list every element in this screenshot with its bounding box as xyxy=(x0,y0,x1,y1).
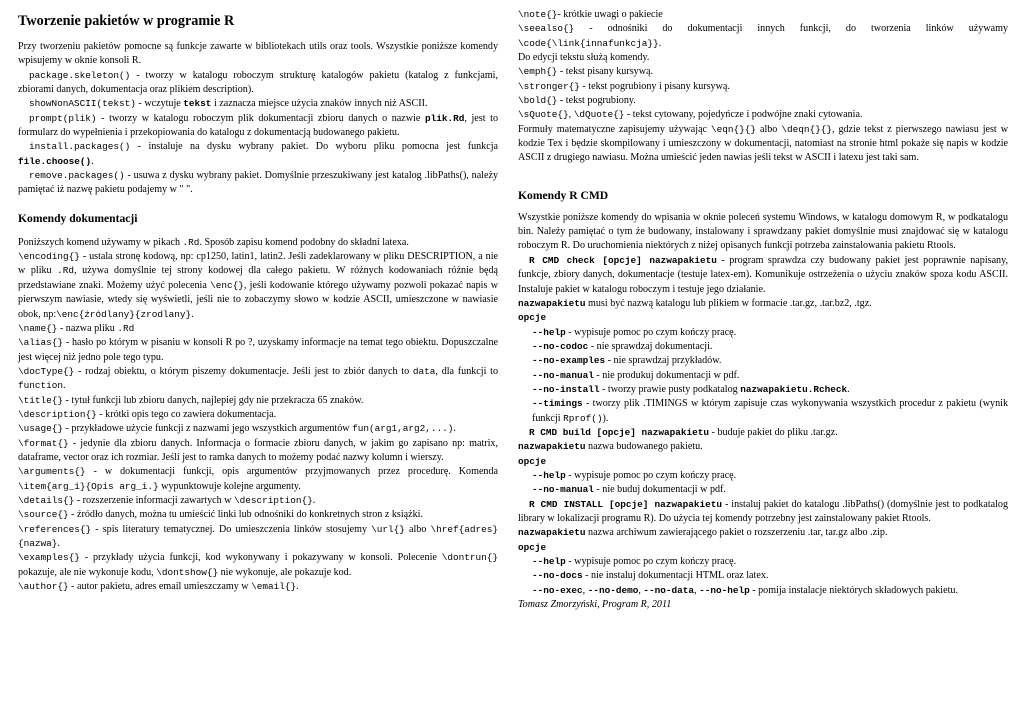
doc-format: \format{} - jedynie dla zbioru danych. Informacja o formacie zbioru danych, w jakim go zapisano np: matrix, dataframe, vector oraz ich rozmiar. Jeśli jest to ramka danych to możemy podać nazwy kolumn i wierszy. xyxy=(18,437,498,463)
opt-install-nodocs: --no-docs - nie instaluj dokumentacji HTML oraz latex. xyxy=(532,570,769,582)
doc-encoding: \encoding{} - ustala stronę kodową, np: cp1250, latin1, latin2. Jeśli zadeklarowany w pliku DESCRIPTION, a nie w pliku .Rd, używa domyślnie tej strony kodowej dla całego pakietu. W różnych kodowaniach różnie będą przedstawiane znaki. Możemy użyć polecenia \enc{}, jeśli kodowanie którego używamy pozwoli pokazać napis w pierwszym nawiasie, wtedy się wyświetli, jeśli nie to zobaczymy słowo w kodzie ASCII, umieszczone w nawiasie obok, np:\enc{źródlany}{zrodlany}. xyxy=(18,251,498,320)
doc-references: \references{} - spis literatury tematycznej. Do umieszczenia linków stosujemy \url{} albo \href{adres}{nazwa}. xyxy=(18,523,498,549)
pkg-item-shownonascii: showNonASCII(tekst) - wczytuje tekst i zaznacza miejsce użycia znaków innych niż ASCII. xyxy=(29,98,428,110)
opt-check-nomanual: --no-manual - nie produkuj dokumentacji w pdf. xyxy=(532,369,740,381)
doc-doctype: \docType{} - rodzaj obiektu, o którym piszemy dokumentacje. Jeśli jest to zbiór danych to data, dla funkcji to function. xyxy=(18,365,498,392)
doc-examples: \examples{} - przykłady użycia funkcji, kod wykonywany i pokazywany w konsoli. Polecenie \dontrun{} pokazuje, ale nie wykonuje kodu, \dontshow{} nie wykonuje, ale pokazuje kod. xyxy=(18,552,498,578)
doc-formulas: Formuły matematyczne zapisujemy używając \eqn{}{} albo \deqn{}{}, gdzie tekst z pierwszego nawiasu jest w kodzie Tex i będzie skompilowany i umieszczony w dokumentacji, natomiast na stronie html pokaże się napis w kodzie ASCII z drugiego nawiasu. Można umieścić jeden nawias jeśli tekst w ASCII i latexu jest taki sam. xyxy=(518,123,1008,164)
cmd-build: R CMD build [opcje] nazwapakietu - buduje pakiet do pliku .tar.gz. xyxy=(529,426,838,438)
cmd-check-opcje-label: opcje xyxy=(518,312,547,324)
doc-description: \description{} - krótki opis tego co zawiera dokumentacja. xyxy=(18,408,277,420)
doc-stronger: \stronger{} - tekst pogrubiony i pisany kursywą. xyxy=(518,80,730,92)
opt-build-help: --help - wypisuje pomoc po czym kończy pracę. xyxy=(532,469,737,481)
pkg-item-install: install.packages() - instaluje na dysku wybrany pakiet. Do wyboru pliku pomocna jest funkcja file.choose(). xyxy=(18,141,498,167)
doc-author: \author{} - autor pakietu, adres email umieszczamy w \email{}. xyxy=(18,581,299,593)
opt-check-noinstall: --no-install - tworzy prawie pusty podkatalog nazwapakietu.Rcheck. xyxy=(532,383,850,395)
cmd-intro: Wszystkie poniższe komendy do wpisania w oknie poleceń systemu Windows, w katalogu domowym R, w podkatalogu bin. Należy pamiętać o tym że budowany, instalowany i sprawdzany pakiet domyślnie musi znajdować się w katalogu roboczym R. Do uruchomienia niektórych z niżej opisanych funkcji potrzeba zainstalowania pakietu Rtools. xyxy=(518,211,1008,252)
doc-note: \note{}- krótkie uwagi o pakiecie xyxy=(518,9,663,20)
document-title: Tworzenie pakietów w programie R xyxy=(18,13,235,29)
doc-bold: \bold{} - tekst pogrubiony. xyxy=(518,95,636,107)
doc-source: \source{} - źródło danych, można tu umieścić linki lub odnośniki do konkretnych stron z książki. xyxy=(18,509,423,521)
doc-arguments: \arguments{} - w dokumentacji funkcji, opis argumentów przyjmowanych przez procedurę. Komenda \item{arg_i}{Opis arg_i.} wypunktowuje kolejne argumenty. xyxy=(18,466,498,492)
opt-install-help: --help - wypisuje pomoc po czym kończy pracę. xyxy=(532,556,737,568)
right-column xyxy=(518,8,1008,612)
opt-check-timings: --timings - tworzy plik .TIMINGS w którym zapisuje czas wykonywania wszystkich procedur z pakietu (wynik funkcji Rprof()). xyxy=(532,398,1008,424)
edit-intro: Do edycji tekstu służą komendy. xyxy=(518,52,650,64)
cmd-install-opcje-label: opcje xyxy=(518,541,547,553)
doc-title: \title{} - tytuł funkcji lub zbioru danych, najlepiej gdy nie przekracza 65 znaków. xyxy=(18,394,364,406)
left-column xyxy=(18,8,498,594)
intro-paragraph: Przy tworzeniu pakietów pomocne są funkcje zawarte w bibliotekach utils oraz tools. Wszystkie poniższe komendy wpisujemy w oknie konsoli R. xyxy=(18,41,498,67)
doc-seealso: \seealso{} - odnośniki do dokumentacji innych funkcji, do tworzenia linków używamy \code{\link{innafunkcja}}. xyxy=(518,23,1008,49)
opt-build-nomanual: --no-manual - nie buduj dokumentacji w pdf. xyxy=(532,484,726,496)
pkg-item-remove: remove.packages() - usuwa z dysku wybrany pakiet. Domyślnie przeszukiwany jest katalog .libPaths(), należy pamiętać iż nazwę pakietu podajemy w " ". xyxy=(18,170,498,196)
doc-squote: \sQuote{}, \dQuote{} - tekst cytowany, pojedyńcze i podwójne znaki cytowania. xyxy=(518,109,863,121)
opt-check-help: --help - wypisuje pomoc po czym kończy pracę. xyxy=(532,326,737,338)
doc-intro: Poniższych komend używamy w pikach .Rd. Sposób zapisu komend podobny do składni latexa. xyxy=(18,236,409,248)
author-line: Tomasz Zmorzyński, Program R, 2011 xyxy=(518,599,672,611)
cmd-build-opcje-label: opcje xyxy=(518,455,547,467)
doc-name: \name{} - nazwa pliku .Rd xyxy=(18,322,135,334)
pkg-item-skeleton: package.skeleton() - tworzy w katalogu roboczym strukturę katalogów pakietu (katalog z funkcjami, zbiorami danych, dokumentacja oraz plikiem description). xyxy=(18,69,498,96)
cmd-check: R CMD check [opcje] nazwapakietu - program sprawdza czy budowany pakiet jest poprawnie napisany, funkcje, zbiory danych, dokumentacje (testuje latex-em). Komunikuje ostrzeżenia o użyciu znaków spoza kodu ASCII. Instaluje pakiet w katalogu roboczym i testuje jego działanie. xyxy=(518,254,1009,295)
cmd-install-name: nazwapakietu nazwa archiwum zawierającego pakiet o rozszerzeniu .tar, tar.gz albo .zip. xyxy=(518,527,888,539)
opt-install-noexec: --no-exec, --no-demo, --no-data, --no-help - pomija instalacje niektórych składowych pakietu. xyxy=(532,584,958,596)
cmd-check-name: nazwapakietu musi być nazwą katalogu lub plikiem w formacie .tar.gz, .tar.bz2, .tgz. xyxy=(518,297,872,309)
opt-check-nocodoc: --no-codoc - nie sprawdzaj dokumentacji. xyxy=(532,340,713,352)
cmd-build-name: nazwapakietu nazwa budowanego pakietu. xyxy=(518,441,703,453)
doc-usage: \usage{} - przykładowe użycie funkcji z nazwami jego wszystkich argumentów fun(arg1,arg2,...). xyxy=(18,423,456,435)
cmd-install: R CMD INSTALL [opcje] nazwapakietu - instaluj pakiet do katalogu .libPaths() (domyślnie jest to podkatalog library w lokalizacji programu R). Do użycia tej komendy potrzebny jest zainstalowany pakiet Rtools. xyxy=(518,498,1009,524)
doc-emph: \emph{} - tekst pisany kursywą. xyxy=(518,66,653,78)
doc-section-heading: Komendy dokumentacji xyxy=(18,211,138,225)
pkg-item-prompt: prompt(plik) - tworzy w katalogu roboczym plik dokumentacji zbioru danych o nazwie plik.Rd, jest to formularz do wypełnienia i przekopiowania do katalogu z dokumentacją budowanego pakietu. xyxy=(18,112,498,139)
doc-details: \details{} - rozszerzenie informacji zawartych w \description{}. xyxy=(18,494,316,506)
cmd-section-heading: Komendy R CMD xyxy=(518,188,609,202)
opt-check-noexamples: --no-examples - nie sprawdzaj przykładów. xyxy=(532,355,722,367)
doc-alias: \alias{} - hasło po którym w pisaniu w konsoli R po ?, uzyskamy informacje na temat tego obiektu. Dopuszczalne jest więcej niż jedno pole tego typu. xyxy=(18,337,498,363)
